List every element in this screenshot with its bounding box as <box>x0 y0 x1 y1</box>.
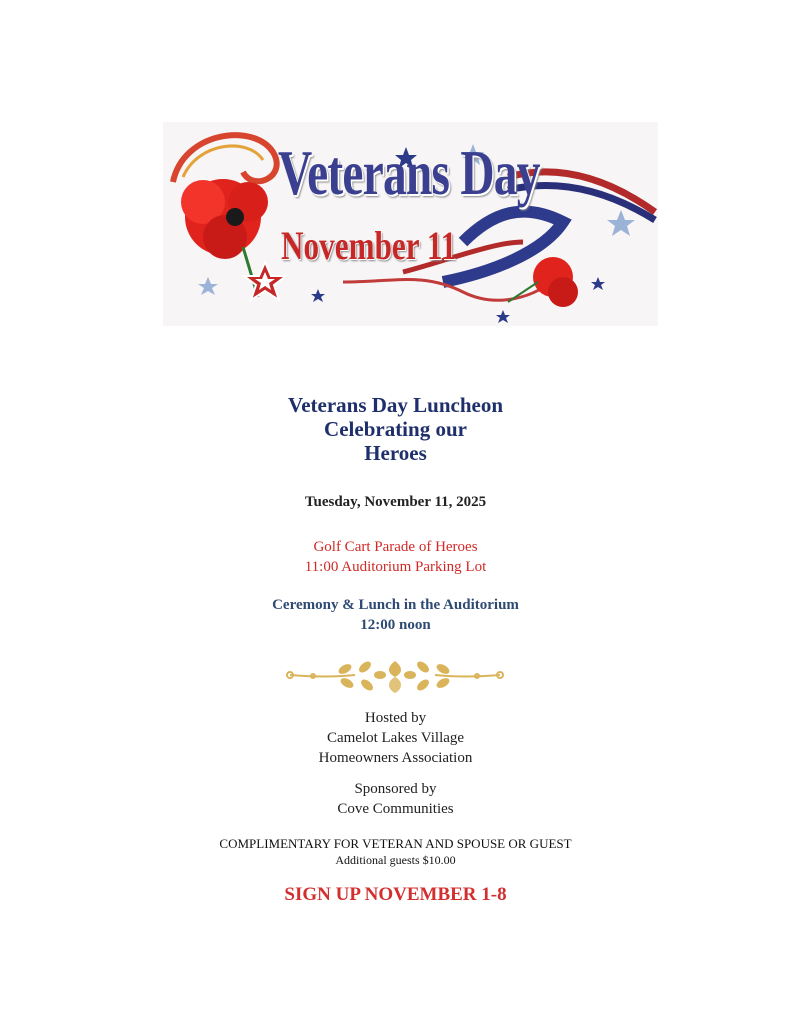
parade-name: Golf Cart Parade of Heroes <box>313 539 478 555</box>
event-title-line-3: Heroes <box>364 441 427 465</box>
sponsor-label: Sponsored by <box>354 781 437 797</box>
complimentary-text: COMPLIMENTARY FOR VETERAN AND SPOUSE OR GUEST <box>219 836 572 851</box>
banner-date: November 11 <box>281 223 457 268</box>
signup-text: SIGN UP NOVEMBER 1-8 <box>284 884 507 905</box>
host-label: Hosted by <box>364 710 427 726</box>
sponsor-name: Cove Communities <box>337 801 454 817</box>
parade-info <box>0 537 791 577</box>
sponsor-info <box>0 779 791 819</box>
host-name-line-1: Camelot Lakes Village <box>326 730 465 746</box>
ceremony-info <box>0 595 791 635</box>
banner-title: Veterans Day <box>278 137 540 208</box>
event-title <box>0 393 791 465</box>
event-title-line-1: Veterans Day Luncheon <box>287 393 504 417</box>
gold-laurel-divider <box>285 655 505 699</box>
event-date: Tuesday, November 11, 2025 <box>304 494 487 510</box>
ceremony-name: Ceremony & Lunch in the Auditorium <box>272 597 519 613</box>
additional-guests-text: Additional guests $10.00 <box>335 853 456 867</box>
event-title-line-2: Celebrating our <box>324 417 467 441</box>
parade-time-location: 11:00 Auditorium Parking Lot <box>304 559 487 575</box>
host-info <box>0 708 791 768</box>
ceremony-time: 12:00 noon <box>360 617 431 633</box>
host-name-line-2: Homeowners Association <box>318 750 473 766</box>
pricing-info <box>0 836 791 868</box>
